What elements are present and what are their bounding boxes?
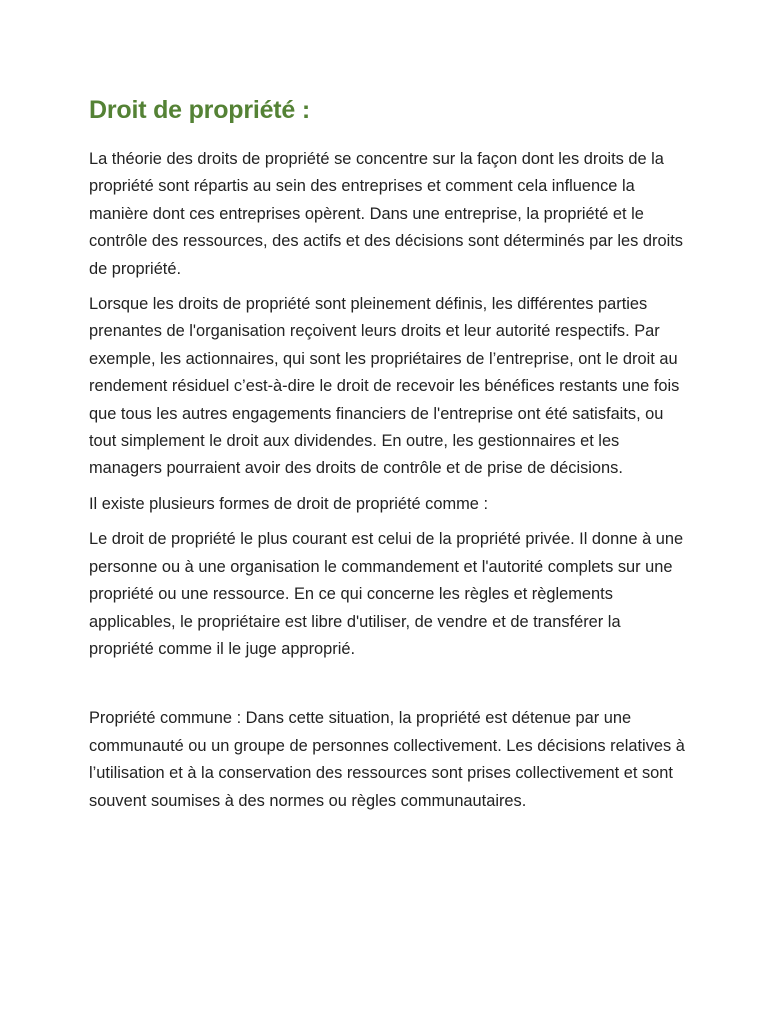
paragraph-forms-intro: Il existe plusieurs formes de droit de propriété comme : bbox=[89, 494, 489, 513]
paragraph-property-rights-theory: La théorie des droits de propriété se concentre sur la façon dont les droits de la propriété sont répartis au sein des entreprises et comment cela influence la manière dont ces entreprises opèrent. Dans une entreprise, la propriété et le contrôle des ressources, des actifs et des décisions sont déterminés par les droits de propriété. bbox=[89, 150, 683, 278]
paragraph-private-property: Le droit de propriété le plus courant est celui de la propriété privée. Il donne à une personne ou à une organisation le commandement et l'autorité complets sur une propriété ou une ressource. En ce qui concerne les règles et règlements applicables, le propriétaire est libre d'utiliser, de vendre et de transférer la propriété comme il le juge approprié. bbox=[89, 530, 684, 658]
paragraph-common-property: Propriété commune : Dans cette situation, la propriété est détenue par une communauté ou un groupe de personnes collectivement. Les décisions relatives à l’utilisation et à la conservation des ressources sont prises collectivement et sont souvent soumises à des normes ou règles communautaires. bbox=[89, 709, 685, 810]
document-title: Droit de propriété : bbox=[89, 96, 311, 124]
document-page bbox=[89, 90, 689, 823]
paragraph-defined-rights: Lorsque les droits de propriété sont pleinement définis, les différentes parties prenantes de l'organisation reçoivent leurs droits et leur autorité respectifs. Par exemple, les actionnaires, qui sont les propriétaires de l’entreprise, ont le droit au rendement résiduel c’est-à-dire le droit de recevoir les bénéfices restants une fois que tous les autres engagements financiers de l'entreprise ont été satisfaits, ou tout simplement le droit aux dividendes. En outre, les gestionnaires et les managers pourraient avoir des droits de contrôle et de prise de décisions. bbox=[89, 295, 680, 478]
